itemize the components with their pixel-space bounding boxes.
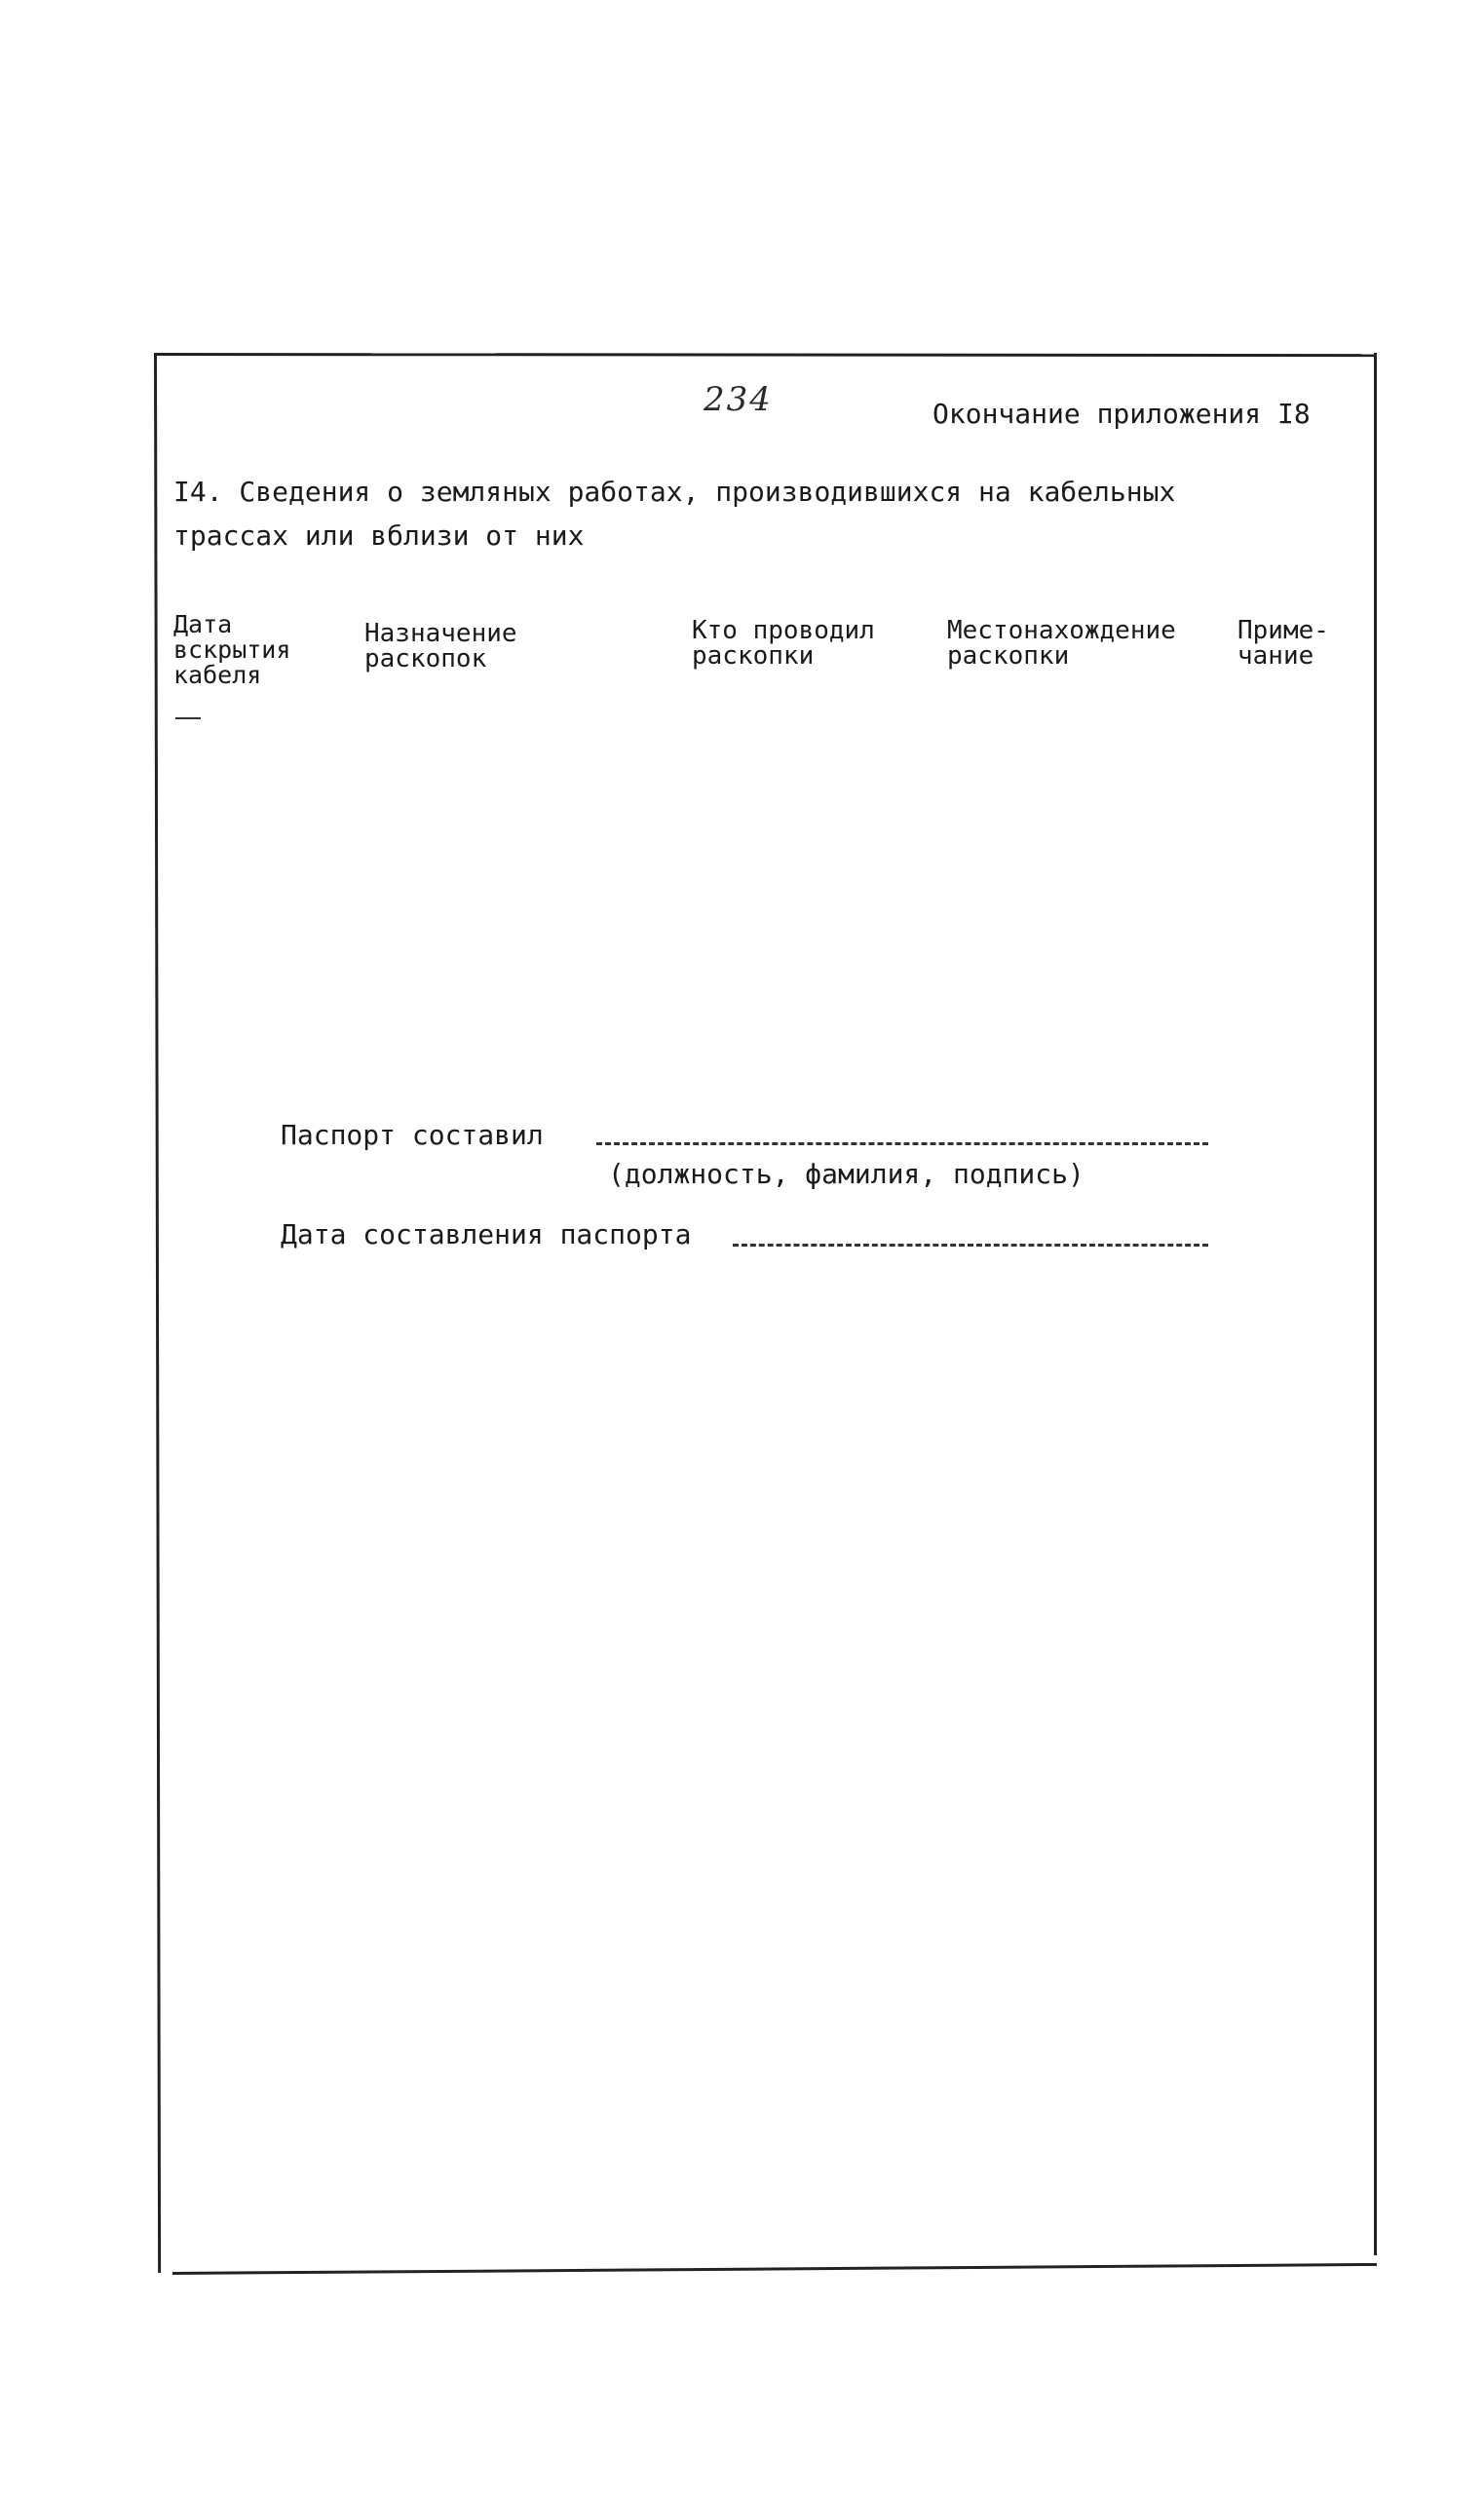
page-number: 234 [704,380,773,419]
compilation-date-label: Дата составления паспорта [281,1218,692,1250]
compiled-by-label: Паспорт составил [281,1119,544,1151]
column-header-performed-by: Кто проводил раскопки [692,616,875,671]
column-header-purpose: Назначение раскопок [364,619,517,673]
table-row-dash [175,717,201,719]
appendix-note: Окончание приложения I8 [932,398,1311,430]
page-frame-top [154,353,1376,357]
compiled-by-caption: (должность, фамилия, подпись) [608,1158,1084,1190]
page-frame-left [154,353,161,2273]
page-frame-bottom [172,2263,1377,2275]
page-frame-right [1374,353,1377,2255]
column-header-opening-date: Дата вскрытия кабеля [173,610,291,689]
compilation-date-line[interactable] [733,1244,1208,1247]
compiled-by-signature-line[interactable] [596,1142,1208,1145]
section-heading: I4. Сведения о земляных работах, производившихся на кабельных трассах или вблизи от них [173,476,1176,552]
column-header-location: Местонахождение раскопки [947,616,1176,671]
column-header-note: Приме- чание [1237,616,1329,671]
